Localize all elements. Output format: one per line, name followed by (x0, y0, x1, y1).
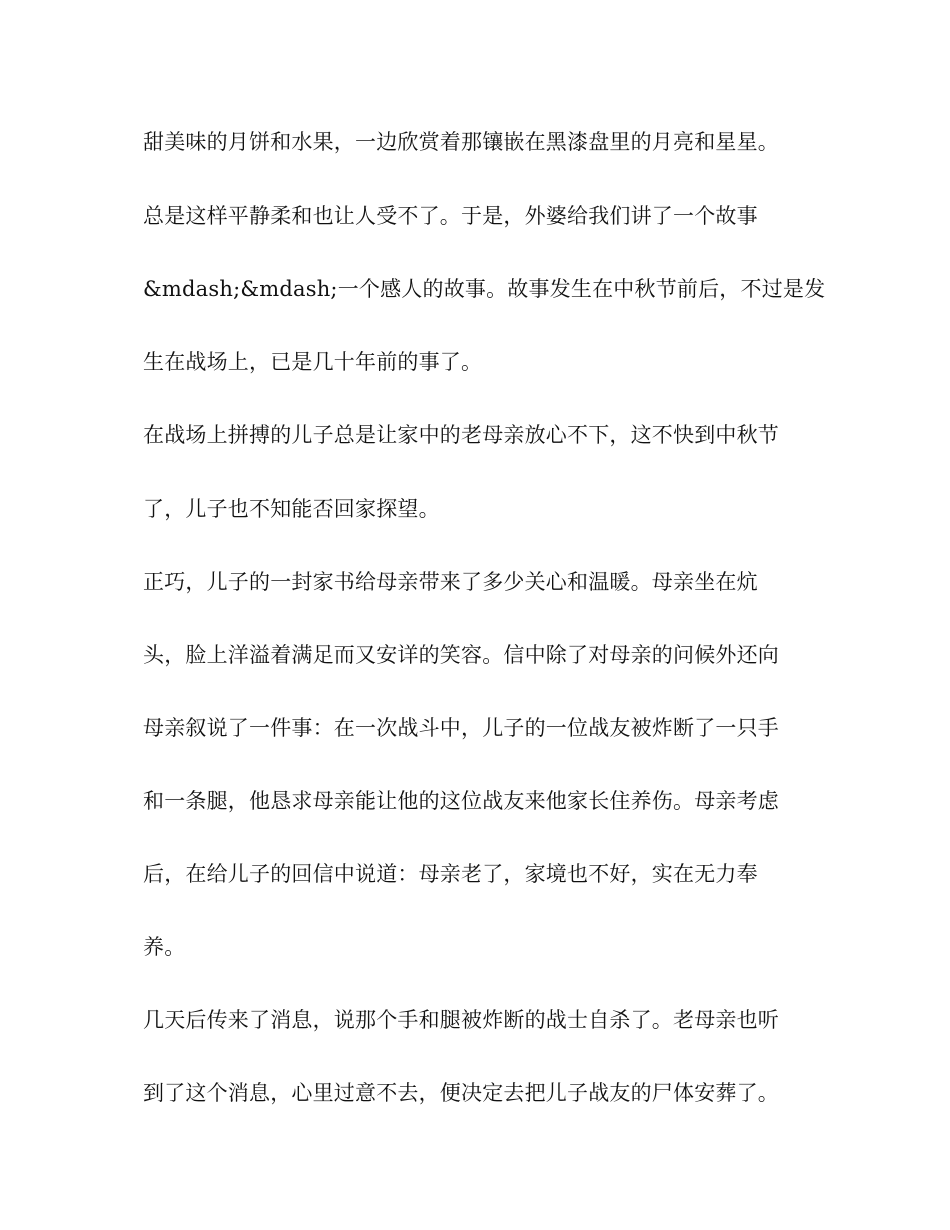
text-line: 几天后传来了消息，说那个手和腿被炸断的战士自杀了。老母亲也听 (143, 1008, 779, 1032)
text-line: 总是这样平静柔和也让人受不了。于是，外婆给我们讲了一个故事 (143, 204, 758, 228)
text-line: 甜美味的月饼和水果，一边欣赏着那镶嵌在黑漆盘里的月亮和星星。 (143, 130, 779, 154)
text-line: 生在战场上，已是几十年前的事了。 (143, 350, 483, 374)
text-line: 在战场上拼搏的儿子总是让家中的老母亲放心不下，这不快到中秋节 (143, 423, 779, 447)
text-line: 头，脸上洋溢着满足而又安详的笑容。信中除了对母亲的问候外还向 (143, 643, 779, 667)
text-line: 养。 (143, 935, 186, 959)
text-line: 母亲叙说了一件事：在一次战斗中，儿子的一位战友被炸断了一只手 (143, 716, 779, 740)
text-line: 和一条腿，他恳求母亲能让他的这位战友来他家长住养伤。母亲考虑 (143, 789, 779, 813)
text-line: &mdash;&mdash;一个感人的故事。故事发生在中秋节前后，不过是发 (143, 277, 826, 301)
text-line: 正巧，儿子的一封家书给母亲带来了多少关心和温暖。母亲坐在炕 (143, 570, 758, 594)
text-line: 了，儿子也不知能否回家探望。 (143, 497, 440, 521)
text-line: 到了这个消息，心里过意不去，便决定去把儿子战友的尸体安葬了。 (143, 1081, 779, 1105)
text-line: 后，在给儿子的回信中说道：母亲老了，家境也不好，实在无力奉 (143, 862, 758, 886)
